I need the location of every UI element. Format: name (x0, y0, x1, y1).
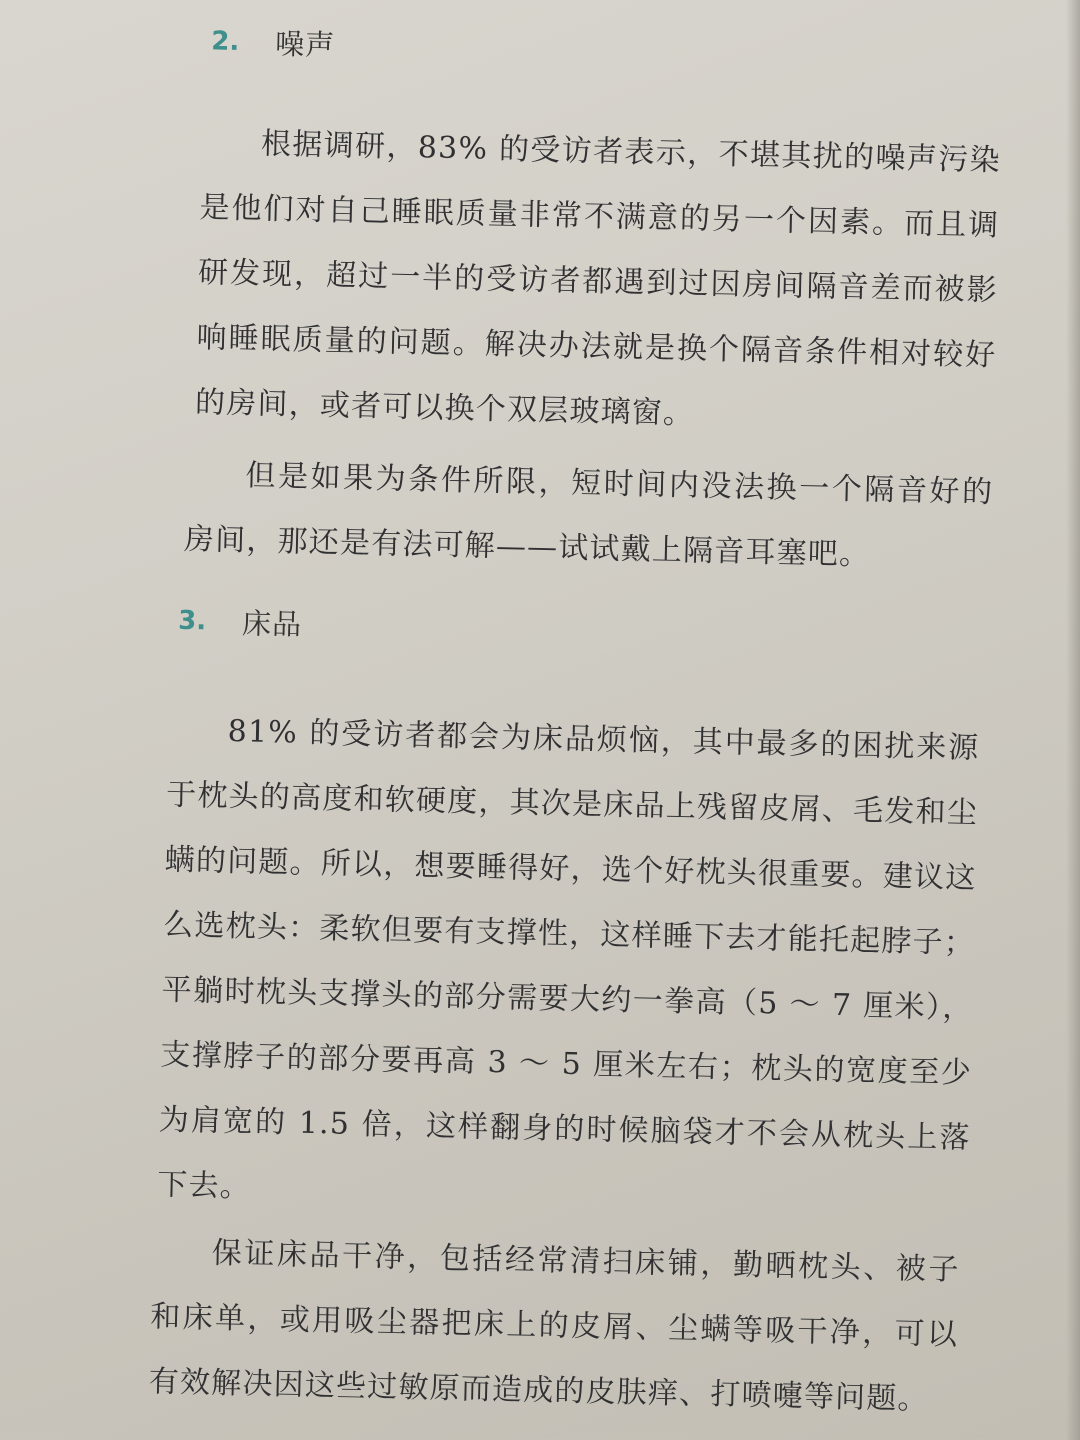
section-number: 3. (177, 605, 207, 636)
paragraph-bedding-1: 81% 的受访者都会为床品烦恼，其中最多的困扰来源于枕头的高度和软硬度，其次是床品上残留皮屑、毛发和尘螨的问题。所以，想要睡得好，选个好枕头很重要。建议这么选枕头：柔软但要有支撑性，这样睡下去才能托起脖子；平躺时枕头支撑头的部分需要大约一拳高（5 ～ 7 厘米），支撑脖子的部分要再高 3 ～ 5 厘米左右；枕头的宽度至少为肩宽的 1.5 倍，这样翻身的时候脑袋才不会从枕头上落下去。 (156, 713, 980, 1205)
section-title: 噪声 (274, 26, 336, 63)
page-edge-shadow (1066, 0, 1080, 1440)
paragraph-bedding-2: 保证床品干净，包括经常清扫床铺，勤晒枕头、被子和床单，或用吸尘器把床上的皮屑、尘螨等吸干净，可以有效解决因这些过敏原而造成的皮肤痒、打喷嚏等问题。 (148, 1235, 961, 1417)
section-title: 床品 (241, 606, 303, 642)
section-number: 2. (210, 25, 240, 57)
paragraph-noise-2: 但是如果为条件所限，短时间内没法换一个隔音好的房间，那还是有法可解——试试戴上隔音耳塞吧。 (183, 458, 994, 573)
paragraph-noise-1: 根据调研，83% 的受访者表示，不堪其扰的噪声污染是他们对自己睡眠质量非常不满意的另一个因素。而且调研发现，超过一半的受访者都遇到过因房间隔音差而被影响睡眠质量的问题。解决办法就是换个隔音条件相对较好的房间，或者可以换个双层玻璃窗。 (194, 126, 1002, 432)
section-heading-bedding (178, 600, 303, 644)
section-heading-noise (211, 20, 336, 64)
